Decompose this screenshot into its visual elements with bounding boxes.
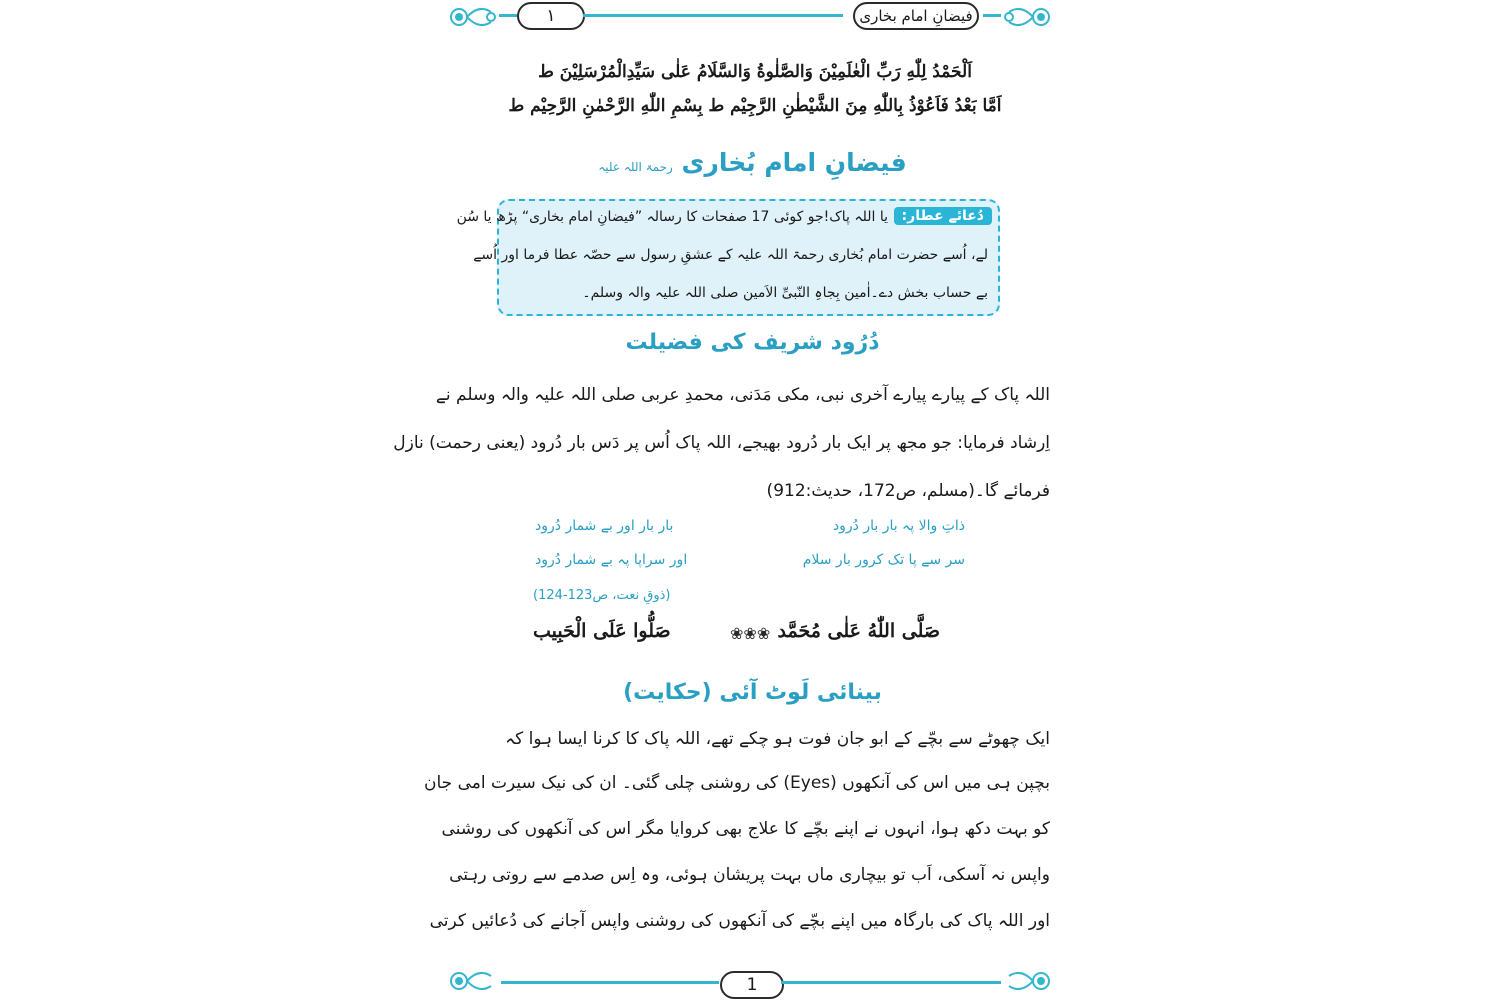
couplet-reference: (ذوقِ نعت، ص123-124): [533, 588, 671, 603]
flower-ornament-icon: ❀❀❀: [730, 624, 771, 643]
couplet-left-1: بار بار اور بے شمار دُرود: [535, 518, 674, 534]
durood-line-3: فرمائے گا۔(مسلم، ص172، حدیث:912): [766, 481, 1050, 501]
footer-rule-right: [781, 981, 1001, 984]
dua-tag: دُعائے عطار:: [894, 207, 992, 225]
couplet-left-2: اور سراپا پہ بے شمار دُرود: [535, 552, 688, 568]
hamd-line: اَلْحَمْدُ لِلّٰهِ رَبِّ الْعٰلَمِیْنَ وَالصَّلٰوةُ وَالسَّلَامُ عَلٰی سَیِّدِالْمُرْسَلِیْنَ ط: [538, 62, 972, 82]
story-line-5: اور اللہ پاک کی بارگاہ میں اپنے بچّے کی آنکھوں کی روشنی واپس آجانے کی دُعائیں کرتی: [429, 911, 1050, 931]
header-rule-middle: [583, 14, 843, 17]
dua-line-3: بے حساب بخش دے۔اٰمین بِجاہِ النّبیِّ الاَمین صلی اللہ علیہ والہ وسلم۔: [582, 285, 988, 301]
page-header: [445, 0, 1055, 34]
footer-page-number: 1: [720, 971, 784, 999]
dua-box: [456, 199, 1000, 316]
book-page: [393, 0, 1060, 1000]
story-line-2: بچپن ہی میں اس کی آنکھوں (Eyes) کی روشنی چلی گئی۔ ان کی نیک سیرت امی جان: [424, 773, 1050, 793]
story-line-3: کو بہت دکھ ہوا، انہوں نے اپنے بچّے کا علاج بھی کروایا مگر اس کی آنکھوں کی روشنی: [441, 819, 1050, 839]
dua-line-1: یا اللہ پاک!جو کوئی 17 صفحات کا رسالہ ”فیضانِ امام بخاری“ پڑھ یا سُن: [456, 209, 888, 225]
durood-line-2: اِرشاد فرمایا: جو مجھ پر ایک بار دُرود بھیجے، اللہ پاک اُس پر دَس بار دُرود (یعنی رحمت) نازل: [393, 433, 1050, 453]
durood-line-1: اللہ پاک کے پیارے پیارے آخری نبی، مکی مَدَنی، محمدِ عربی صلی اللہ علیہ والہ وسلم نے: [435, 385, 1050, 405]
header-page-badge: ۱: [517, 2, 585, 30]
dua-line-2: لے، اُسے حضرت امام بُخاری رحمۃ اللہ علیہ کے عشقِ رسول سے حصّہ عطا فرما اور اُسے: [473, 247, 988, 263]
story-line-1: ایک چھوٹے سے بچّے کے ابو جان فوت ہو چکے تھے، اللہ پاک کا کرنا ایسا ہوا کہ: [505, 729, 1050, 749]
couplet-right-2: سر سے پا تک کرور بار سلام: [802, 552, 965, 568]
page-title-honorific: رحمۃ اللہ علیہ: [598, 160, 673, 174]
floral-ornament-icon: [445, 966, 497, 996]
header-rule-right: [983, 14, 1001, 17]
salawat-left: صَلُّوا عَلَی الْحَبِیب: [533, 620, 671, 642]
floral-ornament-icon: [1003, 2, 1055, 32]
floral-ornament-icon: [1003, 966, 1055, 996]
footer-rule-left: [501, 981, 719, 984]
salawat-right: صَلَّی اللّٰهُ عَلٰی مُحَمَّد: [777, 620, 940, 642]
couplet-right-1: ذاتِ والا پہ بار بار دُرود: [832, 518, 965, 534]
taawwuz-basmala-line: اَمَّا بَعْدُ فَاَعُوْذُ بِاللّٰهِ مِنَ الشَّیْطٰنِ الرَّجِیْم ط بِسْمِ اللّٰهِ الرَّحْمٰنِ الرَّحِیْم ط: [508, 96, 1002, 116]
story-heading: بینائی لَوٹ آئی (حکایت): [623, 680, 882, 705]
header-rule-left: [499, 14, 517, 17]
header-title: فیضانِ امام بخاری: [853, 2, 979, 30]
floral-ornament-icon: [445, 2, 497, 32]
durood-heading: دُرُود شریف کی فضیلت: [625, 330, 880, 355]
page-title-text: فیضانِ امام بُخاری: [681, 148, 907, 177]
story-line-4: واپس نہ آسکی، اَب تو بیچاری ماں بہت پریشان ہوئی، وہ اِس صدمے سے روتی رہتی: [449, 865, 1050, 885]
page-title: [445, 148, 1060, 177]
